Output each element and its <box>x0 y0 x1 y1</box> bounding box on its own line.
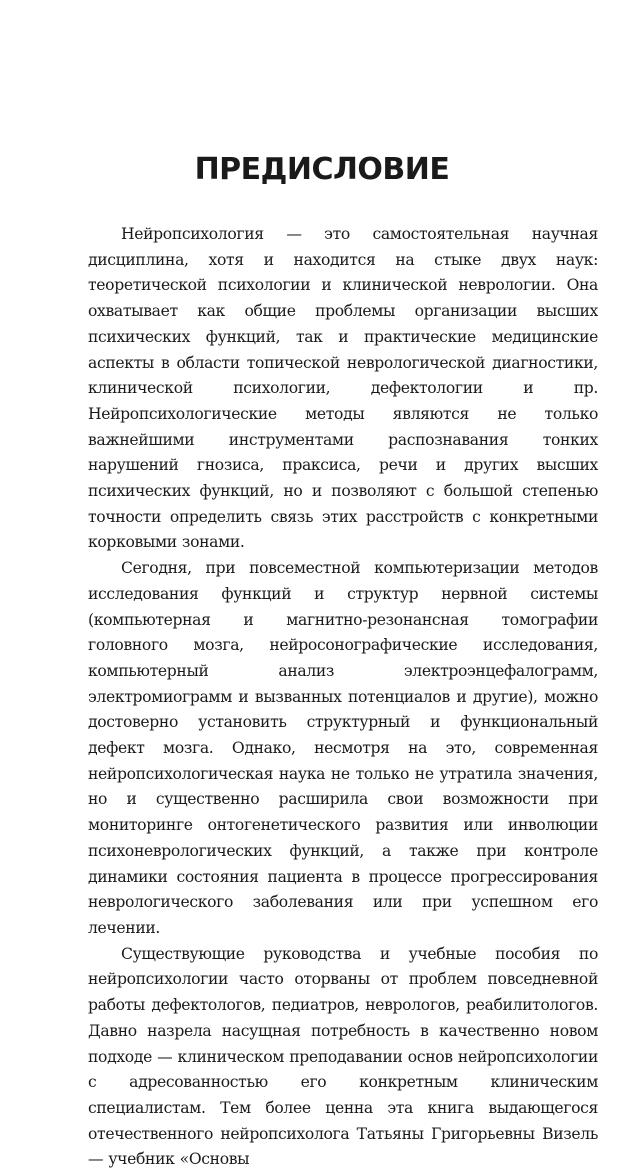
paragraph-3: Существующие руководства и учебные пособия по нейропсихологии часто оторваны от проблем повседневной работы дефектологов, педиатров, неврологов, реабилитологов. Давно назрела насущная потребность в качественно новом подходе — клиническом преподавании основ нейропсихологии с адресованностью его конкретным клиническим специалистам. Тем более ценна эта книга выдающегося отечественного нейропсихолога Татьяны Григорьевны Визель — учебник «Основы <box>88 944 598 1169</box>
paragraph-2: Сегодня, при повсеместной компьютеризации методов исследования функций и структур нервной системы (компьютерная и магнитно-резонансная томографии головного мозга, нейросонографические исследования, компьютерный анализ электроэнцефалограмм, электромиограмм и вызванных потенциалов и другие), можно достоверно установить структурный и функциональный дефект мозга. Однако, несмотря на это, современная нейропсихологическая наука не только не утратила значения, но и существенно расширила свои возможности при мониторинге онтогенетического развития или инволюции психоневрологических функций, а также при контроле динамики состояния пациента в процессе прогрессирования неврологического заболевания или при успешном его лечении. <box>88 559 598 937</box>
page-title: ПРЕДИСЛОВИЕ <box>194 152 450 187</box>
body-text <box>88 222 598 1173</box>
paragraph-1: Нейропсихология — это самостоятельная научная дисциплина, хотя и находится на стыке двух наук: теоретической психологии и клинической неврологии. Она охватывает как общие проблемы организации высших психических функций, так и практические медицинские аспекты в области топической неврологической диагностики, клинической психологии, дефектологии и пр. Нейропсихологические методы являются не только важнейшими инструментами распознавания тонких нарушений гнозиса, праксиса, речи и других высших психических функций, но и позволяют с большой степенью точности определить связь этих расстройств с конкретными корковыми зонами. <box>88 225 598 552</box>
